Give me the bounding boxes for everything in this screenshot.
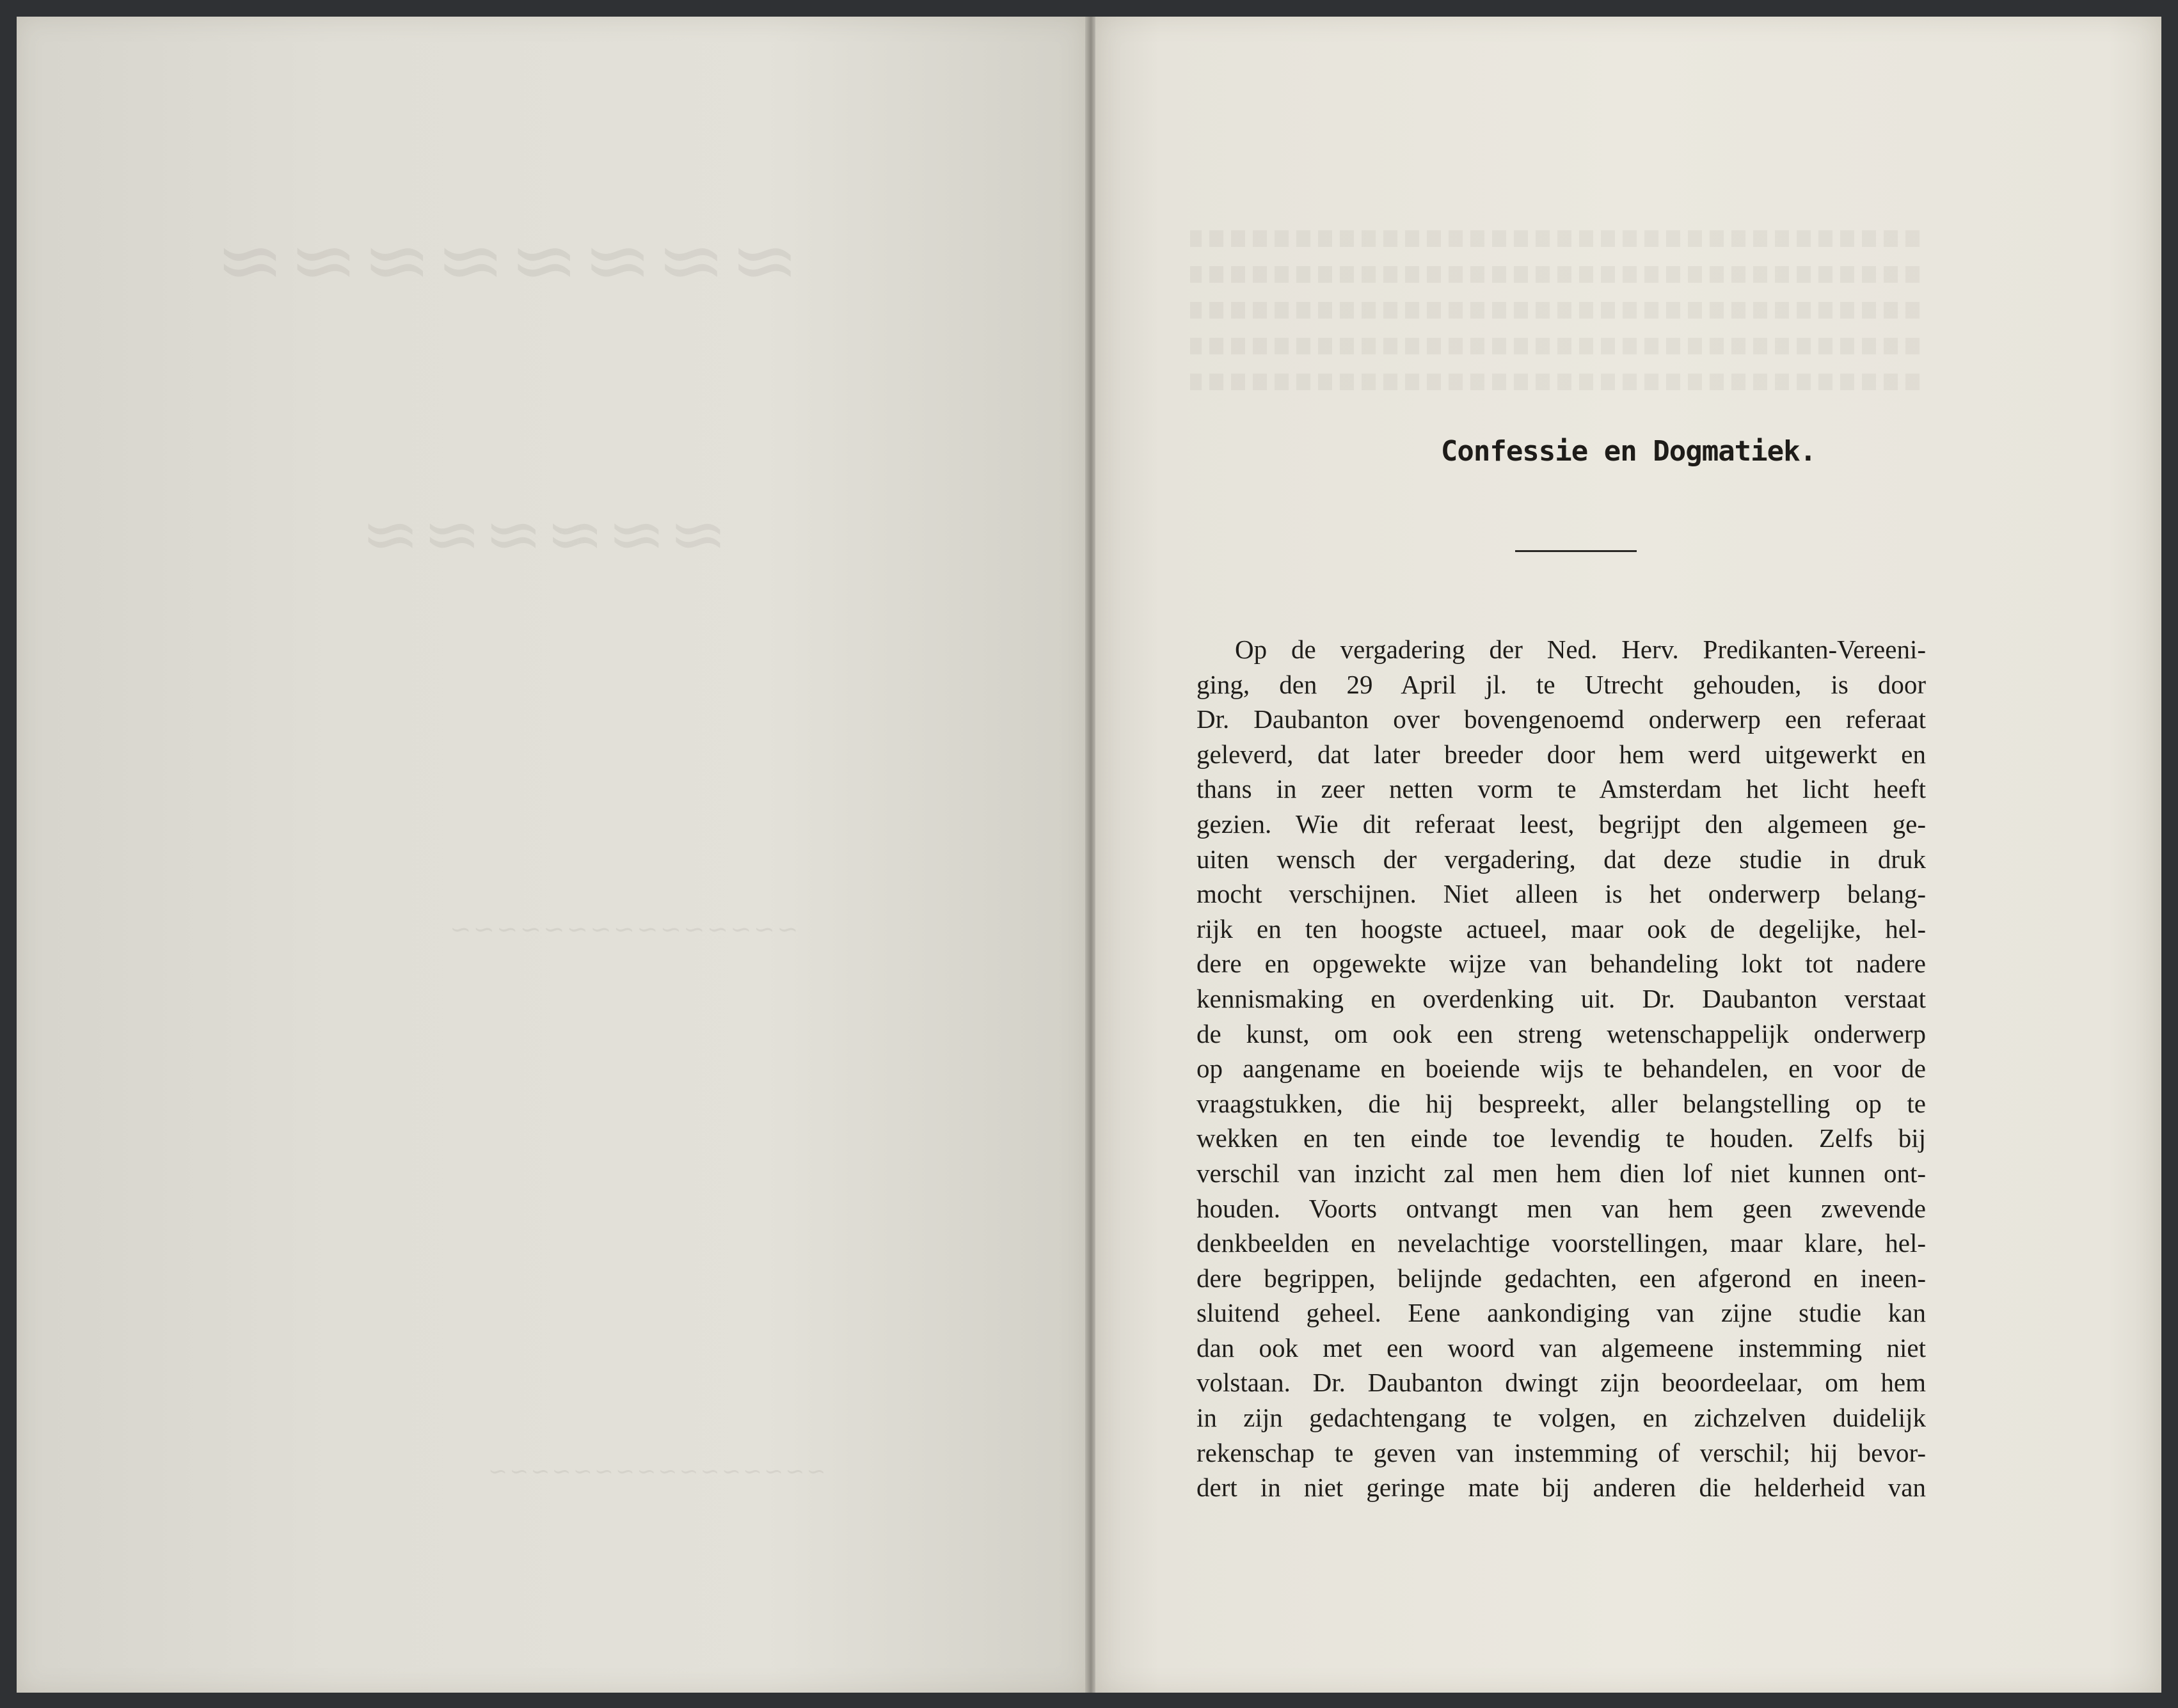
bleed-through-lines bbox=[1190, 230, 1920, 409]
page-title: Confessie en Dogmatiek. bbox=[1440, 435, 1816, 468]
text-line: rekenschap te geven van instemming of verschil; hij bevor- bbox=[1196, 1437, 1926, 1467]
text-line: dert in niet geringe mate bij anderen die helderheid van bbox=[1196, 1473, 1926, 1503]
text-line: sluitend geheel. Eene aankondiging van zijne studie kan bbox=[1196, 1298, 1926, 1328]
text-line: vraagstukken, die hij bespreekt, aller belangstelling op te bbox=[1196, 1088, 1926, 1118]
bleed-through-line bbox=[1190, 230, 1920, 247]
text-line: verschil van inzicht zal men hem dien lof niet kunnen ont- bbox=[1196, 1158, 1926, 1188]
bleed-through-mark: ~~~~~~~~~~~~~~~ bbox=[448, 915, 799, 944]
text-line: de kunst, om ook een streng wetenschappelijk onderwerp bbox=[1196, 1018, 1926, 1048]
body-paragraph bbox=[1196, 632, 1926, 1505]
text-line: dere en opgewekte wijze van behandeling lokt tot nadere bbox=[1196, 949, 1926, 979]
text-line: mocht verschijnen. Niet alleen is het onderwerp belang- bbox=[1196, 879, 1926, 909]
text-line: denkbeelden en nevelachtige voorstellingen, maar klare, hel- bbox=[1196, 1228, 1926, 1258]
text-line: op aangename en boeiende wijs te behandelen, en voor de bbox=[1196, 1054, 1926, 1084]
text-line: rijk en ten hoogste actueel, maar ook de degelijke, hel- bbox=[1196, 913, 1926, 944]
text-line: Op de vergadering der Ned. Herv. Predikanten-Vereeni- bbox=[1235, 635, 1926, 664]
text-line: gezien. Wie dit referaat leest, begrijpt den algemeen ge- bbox=[1196, 809, 1926, 839]
text-line: wekken en ten einde toe levendig te houden. Zelfs bij bbox=[1196, 1123, 1926, 1153]
bleed-through-mark: ≈≈≈≈≈≈≈≈ bbox=[211, 211, 800, 308]
text-line: Dr. Daubanton over bovengenoemd onderwerp een referaat bbox=[1196, 704, 1926, 734]
text-line: uiten wensch der vergadering, dat deze studie in druk bbox=[1196, 844, 1926, 874]
bleed-through-mark: ≈≈≈≈≈≈ bbox=[358, 493, 728, 574]
bleed-through-line bbox=[1190, 302, 1920, 319]
text-line: ging, den 29 April jl. te Utrecht gehouden, is door bbox=[1196, 669, 1926, 699]
bleed-through-line bbox=[1190, 266, 1920, 283]
bleed-through-line bbox=[1190, 338, 1920, 354]
text-line: thans in zeer netten vorm te Amsterdam het licht heeft bbox=[1196, 774, 1926, 804]
text-line: geleverd, dat later breeder door hem werd uitgewerkt en bbox=[1196, 739, 1926, 769]
text-line: kennismaking en overdenking uit. Dr. Daubanton verstaat bbox=[1196, 983, 1926, 1013]
title-rule bbox=[1515, 550, 1637, 552]
text-line: volstaan. Dr. Daubanton dwingt zijn beoordeelaar, om hem bbox=[1196, 1368, 1926, 1398]
text-line: in zijn gedachtengang te volgen, en zichzelven duidelijk bbox=[1196, 1403, 1926, 1433]
text-line: dan ook met een woord van algemeene instemming niet bbox=[1196, 1332, 1926, 1363]
text-line: dere begrippen, belijnde gedachten, een afgerond en ineen- bbox=[1196, 1263, 1926, 1293]
bleed-through-line bbox=[1190, 374, 1920, 390]
bleed-through-mark: ~~~~~~~~~~~~~~~~ bbox=[486, 1459, 826, 1485]
text-line: houden. Voorts ontvangt men van hem geen zwevende bbox=[1196, 1193, 1926, 1223]
